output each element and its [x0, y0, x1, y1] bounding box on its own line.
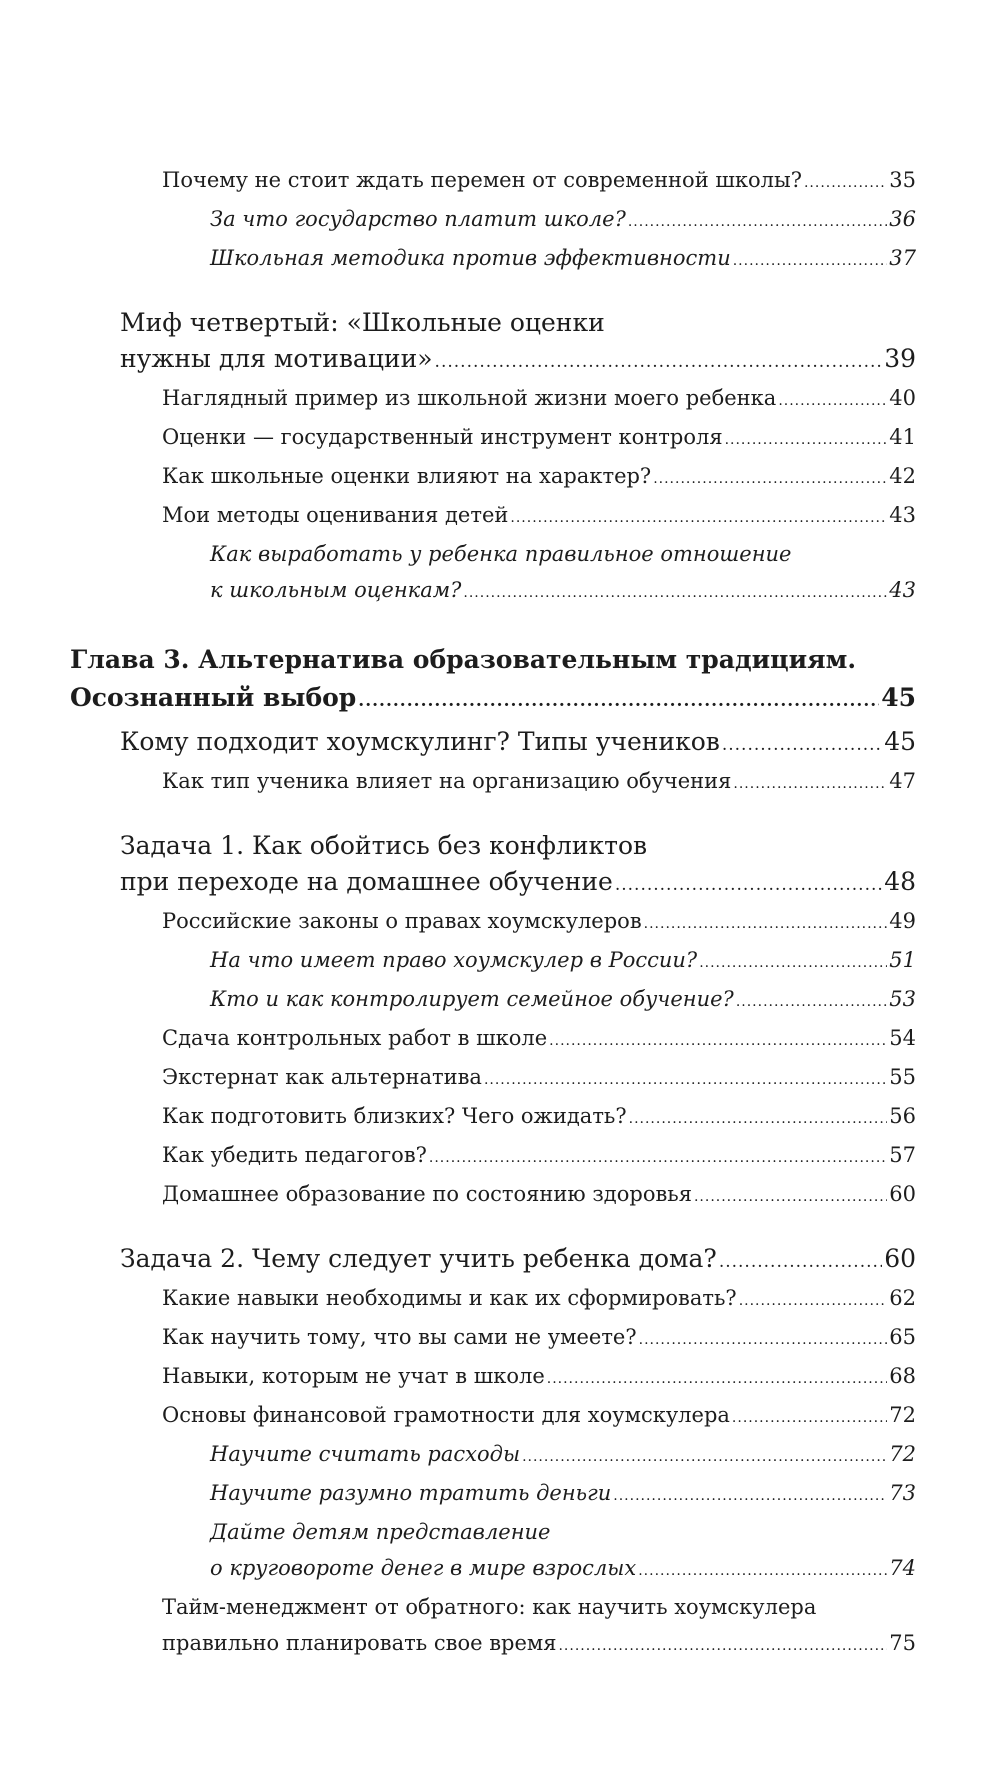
toc-entry-title: Как тип ученика влияет на организацию обучения — [162, 769, 732, 793]
toc-leader-dots — [558, 1628, 887, 1664]
toc-page-number: 72 — [889, 1403, 916, 1427]
toc-leader-dots — [613, 1478, 887, 1514]
toc-entry-title: к школьным оценкам? — [210, 578, 462, 602]
toc-leader-dots — [510, 500, 887, 536]
toc-leader-dots — [547, 1361, 888, 1397]
toc-entry-title: нужны для мотивации» — [120, 344, 433, 373]
toc-leader-dots — [549, 1023, 887, 1059]
toc-entry-title: Экстернат как альтернатива — [162, 1065, 482, 1089]
toc-leader-dots — [736, 984, 887, 1020]
toc-entry — [70, 1397, 916, 1436]
toc-entry — [70, 1137, 916, 1176]
toc-entry-title: Российские законы о правах хоумскулеров — [162, 909, 642, 933]
toc-leader-dots — [778, 383, 887, 419]
toc-section-heading — [70, 305, 916, 380]
toc-entry — [70, 981, 916, 1020]
toc-chapter-title-line: Глава 3. Альтернатива образовательным традициям. — [70, 645, 857, 674]
toc-leader-dots — [639, 1322, 888, 1358]
toc-page-number: 45 — [884, 727, 916, 756]
toc-leader-dots — [725, 422, 888, 458]
toc-leader-dots — [733, 243, 888, 279]
toc-page-number: 53 — [889, 987, 916, 1011]
toc-entry-title-line: Как выработать у ребенка правильное отношение — [210, 542, 792, 566]
toc-entry-title: Задача 2. Чему следует учить ребенка дома? — [120, 1244, 717, 1273]
toc-entry-title: Мои методы оценивания детей — [162, 503, 509, 527]
toc-leader-dots — [484, 1062, 887, 1098]
toc-entry-title: Домашнее образование по состоянию здоровья — [162, 1182, 692, 1206]
toc-page-number: 40 — [889, 386, 916, 410]
toc-entry — [70, 1319, 916, 1358]
toc-leader-dots — [435, 344, 883, 380]
toc-entry-title: Осознанный выбор — [70, 683, 357, 712]
toc-page-number: 47 — [889, 769, 916, 793]
toc-leader-dots — [733, 766, 887, 802]
toc-entry-title: Навыки, которым не учат в школе — [162, 1364, 545, 1388]
toc-entry-title: Кому подходит хоумскулинг? Типы учеников — [120, 727, 720, 756]
toc-entry-title-line: Тайм-менеджмент от обратного: как научить хоумскулера — [162, 1595, 817, 1619]
toc-entry-title: Школьная методика против эффективности — [210, 246, 731, 270]
toc-section-heading — [70, 724, 916, 763]
toc-entry — [70, 536, 916, 611]
toc-entry-title-line: Задача 1. Как обойтись без конфликтов — [120, 831, 648, 860]
toc-page-number: 45 — [881, 683, 916, 712]
toc-entry — [70, 1098, 916, 1137]
toc-page-number: 62 — [889, 1286, 916, 1310]
toc-entry-title: Как школьные оценки влияют на характер? — [162, 464, 652, 488]
toc-page-number: 43 — [889, 503, 916, 527]
toc-entry — [70, 903, 916, 942]
toc-entry — [70, 1475, 916, 1514]
toc-entry-title-line: Дайте детям представление — [210, 1520, 551, 1544]
toc-leader-dots — [628, 204, 887, 240]
toc-leader-dots — [694, 1179, 887, 1215]
toc-chapter-heading — [70, 641, 916, 720]
toc-page-number: 36 — [889, 207, 916, 231]
toc-entry-title: Научите считать расходы — [210, 1442, 521, 1466]
toc-page-number: 49 — [889, 909, 916, 933]
toc-page-number: 60 — [884, 1244, 916, 1273]
toc-entry-title: Наглядный пример из школьной жизни моего ребенка — [162, 386, 777, 410]
toc-page-number: 41 — [889, 425, 916, 449]
toc-entry-title: Сдача контрольных работ в школе — [162, 1026, 548, 1050]
toc-entry-title: при переходе на домашнее обучение — [120, 867, 613, 896]
toc-entry — [70, 1358, 916, 1397]
toc-entry-title: правильно планировать свое время — [162, 1631, 557, 1655]
toc-leader-dots — [638, 1553, 887, 1589]
toc-leader-dots — [804, 165, 887, 201]
toc-entry — [70, 1059, 916, 1098]
toc-entry — [70, 1020, 916, 1059]
toc-section-heading — [70, 1241, 916, 1280]
toc-leader-dots — [739, 1283, 888, 1319]
toc-entry-title: Какие навыки необходимы и как их сформировать? — [162, 1286, 737, 1310]
toc-entry — [70, 942, 916, 981]
toc-page-number: 35 — [889, 168, 916, 192]
toc-page-number: 43 — [889, 578, 916, 602]
toc-entry — [70, 419, 916, 458]
toc-entry — [70, 1280, 916, 1319]
toc-entry — [70, 1436, 916, 1475]
toc-entry-title: Научите разумно тратить деньги — [210, 1481, 612, 1505]
toc-entry — [70, 1589, 916, 1664]
toc-page-number: 56 — [889, 1104, 916, 1128]
toc-page-number: 72 — [889, 1442, 916, 1466]
toc-leader-dots — [615, 867, 882, 903]
toc-entry — [70, 458, 916, 497]
toc-page-number: 75 — [889, 1631, 916, 1655]
toc-entry — [70, 380, 916, 419]
toc-entry — [70, 497, 916, 536]
toc-leader-dots — [629, 1101, 888, 1137]
toc-leader-dots — [522, 1439, 887, 1475]
toc-entry-title: Основы финансовой грамотности для хоумскулера — [162, 1403, 730, 1427]
toc-entry — [70, 201, 916, 240]
toc-entry — [70, 1176, 916, 1215]
toc-entry-title: о круговороте денег в мире взрослых — [210, 1556, 637, 1580]
toc-page-number: 65 — [889, 1325, 916, 1349]
toc-entry-title: Как научить тому, что вы сами не умеете? — [162, 1325, 637, 1349]
toc-entry — [70, 763, 916, 802]
toc-entry-title: За что государство платит школе? — [210, 207, 626, 231]
toc-entry — [70, 162, 916, 201]
toc-page-number: 51 — [889, 948, 916, 972]
toc-page-number: 68 — [889, 1364, 916, 1388]
toc-leader-dots — [429, 1140, 887, 1176]
toc-leader-dots — [644, 906, 888, 942]
toc-entry — [70, 1514, 916, 1589]
toc-page-number: 73 — [889, 1481, 916, 1505]
toc-page-number: 54 — [889, 1026, 916, 1050]
toc-page-number: 37 — [889, 246, 916, 270]
toc-page-number: 39 — [884, 344, 916, 373]
toc-section-heading — [70, 828, 916, 903]
table-of-contents — [70, 162, 916, 1664]
toc-page-number: 55 — [889, 1065, 916, 1089]
toc-entry-title: Оценки — государственный инструмент контроля — [162, 425, 723, 449]
toc-leader-dots — [358, 682, 879, 720]
toc-page-number: 57 — [889, 1143, 916, 1167]
toc-entry-title-line: Миф четвертый: «Школьные оценки — [120, 308, 605, 337]
toc-leader-dots — [732, 1400, 887, 1436]
toc-entry-title: Как подготовить близких? Чего ожидать? — [162, 1104, 627, 1128]
toc-entry-title: Кто и как контролирует семейное обучение? — [210, 987, 734, 1011]
toc-leader-dots — [699, 945, 887, 981]
toc-page-number: 42 — [889, 464, 916, 488]
toc-leader-dots — [463, 575, 887, 611]
toc-entry-title: Как убедить педагогов? — [162, 1143, 427, 1167]
toc-page-number: 60 — [889, 1182, 916, 1206]
toc-page-number: 74 — [889, 1556, 916, 1580]
toc-leader-dots — [653, 461, 887, 497]
toc-leader-dots — [719, 1244, 882, 1280]
toc-entry-title: Почему не стоит ждать перемен от современной школы? — [162, 168, 802, 192]
toc-leader-dots — [722, 727, 882, 763]
toc-entry-title: На что имеет право хоумскулер в России? — [210, 948, 698, 972]
toc-entry — [70, 240, 916, 279]
toc-page-number: 48 — [884, 867, 916, 896]
